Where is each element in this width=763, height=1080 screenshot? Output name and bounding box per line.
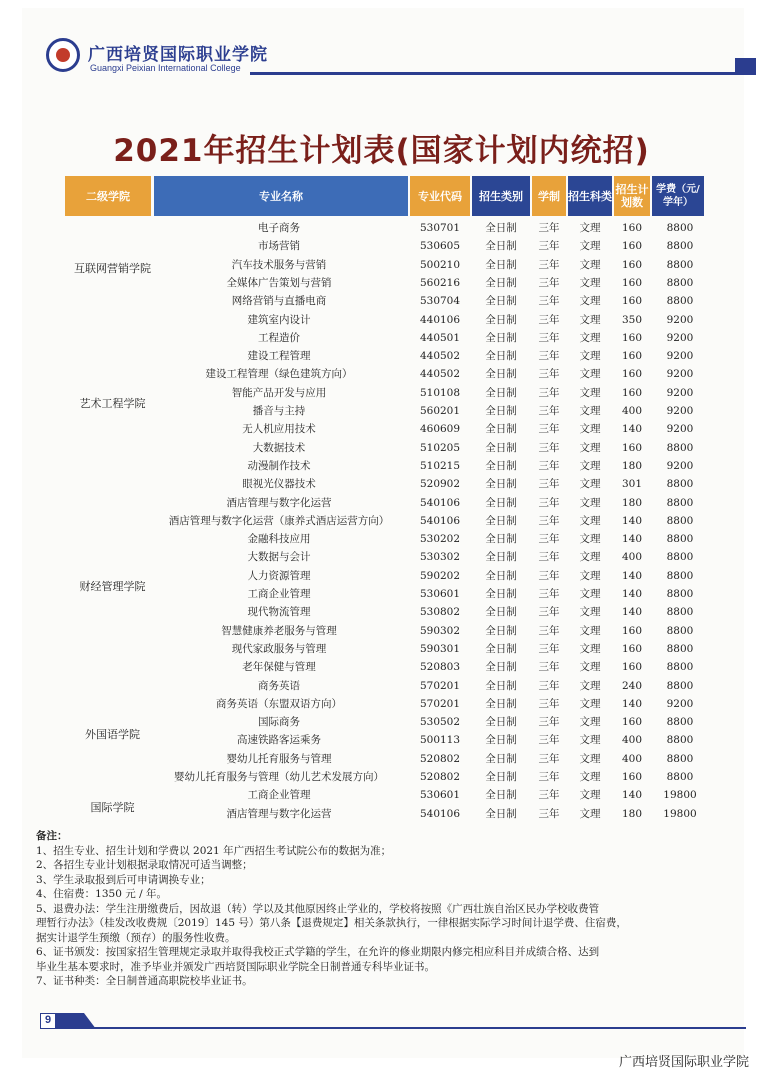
note-line: 1、招生专业、招生计划和学费以 2021 年广西招生考试院公布的数据为准； [36, 844, 392, 857]
subject-type-cell: 文理 [579, 551, 601, 564]
table-row [150, 512, 710, 530]
quota-cell: 160 [621, 258, 643, 271]
major-cell: 工商企业管理 [247, 789, 311, 802]
major-cell: 电子商务 [258, 222, 300, 234]
quota-cell: 160 [621, 386, 643, 399]
subject-type-cell: 文理 [579, 624, 601, 637]
major-cell: 工程造价 [258, 331, 300, 344]
table-row [150, 365, 710, 383]
major-cell: 金融科技应用 [247, 533, 311, 546]
years-cell: 三年 [538, 533, 560, 546]
category-cell: 全日制 [485, 588, 517, 600]
category-cell: 全日制 [485, 624, 517, 637]
major-cell: 动漫制作技术 [247, 459, 311, 472]
years-cell: 三年 [538, 551, 560, 564]
code-cell: 440502 [419, 350, 461, 363]
note-line: 据实计退学生预缴（预存）的服务性收费。 [36, 931, 236, 944]
fee-cell: 8800 [666, 258, 694, 271]
category-cell: 全日制 [485, 295, 517, 308]
fee-cell: 8800 [666, 441, 694, 454]
code-cell: 560216 [419, 276, 461, 289]
years-cell: 三年 [538, 789, 560, 802]
quota-cell: 140 [621, 569, 643, 582]
years-cell: 三年 [538, 276, 560, 289]
college-label: 国际学院 [90, 801, 135, 814]
category-cell: 全日制 [485, 368, 517, 381]
watermark-text: 广西培贤国际职业学院 [618, 1055, 749, 1070]
quota-cell: 160 [621, 368, 643, 381]
category-cell: 全日制 [485, 661, 517, 674]
subject-type-cell: 文理 [579, 478, 601, 491]
years-cell: 三年 [538, 295, 560, 308]
category-cell: 全日制 [485, 313, 517, 326]
category-cell: 全日制 [485, 478, 517, 491]
fee-cell: 8800 [666, 240, 694, 253]
code-cell: 520803 [419, 661, 461, 674]
subject-type-cell: 文理 [579, 588, 601, 600]
code-cell: 500113 [419, 734, 461, 747]
major-cell: 大数据技术 [252, 441, 306, 454]
table-row [150, 658, 710, 676]
major-cell: 工商企业管理 [247, 588, 311, 600]
fee-cell: 9200 [666, 313, 694, 326]
page-title: 2021年招生计划表(国家计划内统招) [113, 133, 650, 169]
category-cell: 全日制 [485, 258, 517, 271]
years-cell: 三年 [538, 496, 560, 509]
subject-type-cell: 文理 [579, 240, 601, 253]
table-row [150, 402, 710, 420]
category-cell: 全日制 [485, 642, 517, 655]
fee-cell: 8800 [666, 478, 694, 491]
major-cell: 建设工程管理（绿色建筑方向） [205, 368, 353, 381]
subject-type-cell: 文理 [579, 276, 601, 289]
quota-cell: 160 [621, 716, 643, 729]
subject-type-cell: 文理 [579, 405, 601, 417]
fee-cell: 8800 [666, 588, 694, 600]
major-cell: 智能产品开发与应用 [231, 386, 327, 399]
years-cell: 三年 [538, 441, 560, 454]
major-cell: 高速铁路客运乘务 [237, 734, 321, 747]
note-line: 7、证书种类：全日制普通高职院校毕业证书。 [36, 975, 253, 987]
subject-type-cell: 文理 [579, 716, 601, 729]
years-cell: 三年 [538, 624, 560, 637]
subject-type-cell: 文理 [579, 752, 601, 765]
years-cell: 三年 [538, 588, 560, 600]
years-cell: 三年 [538, 386, 560, 399]
code-cell: 530601 [419, 789, 461, 802]
quota-cell: 140 [621, 697, 643, 710]
note-line: 2、各招生专业计划根据录取情况可适当调整； [36, 859, 253, 871]
subject-type-cell: 文理 [579, 258, 601, 271]
years-cell: 三年 [538, 734, 560, 747]
quota-cell: 180 [621, 459, 643, 472]
category-cell: 全日制 [485, 789, 517, 802]
quota-cell: 400 [621, 752, 643, 765]
fee-cell: 9200 [666, 368, 694, 381]
code-cell: 590302 [419, 624, 461, 637]
category-cell: 全日制 [485, 716, 517, 729]
quota-cell: 160 [621, 331, 643, 344]
code-cell: 440501 [419, 331, 461, 344]
major-cell: 播音与主持 [252, 405, 306, 417]
years-cell: 三年 [538, 569, 560, 582]
category-cell: 全日制 [485, 734, 517, 747]
header-divider [250, 72, 756, 75]
col-header-quota: 招生计划数 [614, 176, 650, 216]
table-row [150, 731, 710, 749]
table-row [150, 475, 710, 493]
fee-cell: 9200 [666, 697, 694, 710]
major-cell: 婴幼儿托育服务与管理 [226, 752, 332, 765]
code-cell: 510215 [419, 459, 461, 472]
note-line: 5、退费办法：学生注册缴费后，因故退（转）学以及其他原因终止学业的，学校将按照《广西壮族自治区民办学校收费管 [36, 902, 600, 915]
category-cell: 全日制 [485, 697, 517, 710]
quota-cell: 140 [621, 514, 643, 527]
years-cell: 三年 [538, 807, 560, 820]
code-cell: 440502 [419, 368, 461, 381]
table-row [150, 219, 710, 237]
fee-cell: 8800 [666, 496, 694, 509]
subject-type-cell: 文理 [579, 697, 601, 710]
years-cell: 三年 [538, 331, 560, 344]
years-cell: 三年 [538, 405, 560, 417]
table-row [150, 677, 710, 695]
fee-cell: 8800 [666, 606, 694, 619]
category-cell: 全日制 [485, 496, 517, 509]
table-row [150, 237, 710, 255]
category-cell: 全日制 [485, 807, 517, 820]
subject-type-cell: 文理 [579, 771, 601, 783]
fee-cell: 8800 [666, 716, 694, 729]
subject-type-cell: 文理 [579, 807, 601, 820]
code-cell: 530701 [419, 222, 461, 234]
years-cell: 三年 [538, 313, 560, 326]
category-cell: 全日制 [485, 276, 517, 289]
subject-type-cell: 文理 [579, 642, 601, 655]
table-row [150, 439, 710, 457]
category-cell: 全日制 [485, 771, 517, 783]
college-label: 财经管理学院 [79, 580, 146, 593]
major-cell: 汽车技术服务与营销 [231, 258, 327, 271]
quota-cell: 140 [621, 606, 643, 619]
quota-cell: 160 [621, 350, 643, 363]
col-header-college: 二级学院 [65, 176, 151, 216]
category-cell: 全日制 [485, 752, 517, 765]
category-cell: 全日制 [485, 533, 517, 546]
quota-cell: 140 [621, 423, 643, 436]
page-number: 9 [40, 1013, 56, 1029]
years-cell: 三年 [538, 514, 560, 527]
subject-type-cell: 文理 [579, 734, 601, 747]
table-row [150, 274, 710, 292]
code-cell: 530502 [419, 716, 461, 729]
category-cell: 全日制 [485, 331, 517, 344]
table-row [150, 640, 710, 658]
table-row [150, 805, 710, 823]
subject-type-cell: 文理 [579, 569, 601, 582]
quota-cell: 400 [621, 405, 643, 417]
quota-cell: 160 [621, 276, 643, 289]
fee-cell: 8800 [666, 679, 694, 692]
major-cell: 人力资源管理 [247, 569, 311, 582]
quota-cell: 400 [621, 734, 643, 747]
col-header-code: 专业代码 [410, 176, 470, 216]
table-row [150, 603, 710, 621]
category-cell: 全日制 [485, 441, 517, 454]
major-cell: 现代家政服务与管理 [231, 642, 327, 655]
quota-cell: 160 [621, 661, 643, 674]
fee-cell: 8800 [666, 734, 694, 747]
category-cell: 全日制 [485, 386, 517, 399]
subject-type-cell: 文理 [579, 368, 601, 381]
category-cell: 全日制 [485, 240, 517, 253]
subject-type-cell: 文理 [579, 533, 601, 546]
note-line: 毕业生基本要求时，准予毕业并颁发广西培贤国际职业学院全日制普通专科毕业证书。 [36, 960, 435, 973]
fee-cell: 9200 [666, 350, 694, 363]
fee-cell: 9200 [666, 459, 694, 472]
fee-cell: 8800 [666, 661, 694, 674]
subject-type-cell: 文理 [579, 606, 601, 619]
table-row [150, 750, 710, 768]
major-cell: 酒店管理与数字化运营 [226, 496, 332, 509]
college-logo-icon [46, 38, 80, 72]
col-header-years: 学制 [532, 176, 566, 216]
category-cell: 全日制 [485, 405, 517, 417]
code-cell: 530202 [419, 533, 461, 546]
major-cell: 网络营销与直播电商 [231, 295, 327, 308]
major-cell: 酒店管理与数字化运营（康养式酒店运营方向） [168, 514, 390, 527]
code-cell: 570201 [419, 679, 461, 692]
table-row [150, 384, 710, 402]
fee-cell: 8800 [666, 533, 694, 546]
subject-type-cell: 文理 [579, 350, 601, 363]
years-cell: 三年 [538, 697, 560, 710]
code-cell: 520902 [419, 478, 461, 491]
major-cell: 建筑室内设计 [247, 313, 311, 326]
notes-section [36, 829, 726, 989]
code-cell: 510108 [419, 386, 461, 399]
major-cell: 国际商务 [258, 716, 300, 729]
code-cell: 590301 [419, 642, 461, 655]
category-cell: 全日制 [485, 514, 517, 527]
subject-type-cell: 文理 [579, 222, 601, 234]
code-cell: 440106 [419, 313, 461, 326]
major-cell: 婴幼儿托育服务与管理（幼儿艺术发展方向） [174, 771, 384, 783]
fee-cell: 8800 [666, 752, 694, 765]
subject-type-cell: 文理 [579, 331, 601, 344]
quota-cell: 160 [621, 642, 643, 655]
quota-cell: 180 [621, 807, 643, 820]
quota-cell: 350 [621, 313, 643, 326]
code-cell: 540106 [419, 807, 461, 820]
col-header-category: 招生类别 [472, 176, 530, 216]
major-cell: 全媒体广告策划与营销 [226, 276, 332, 289]
years-cell: 三年 [538, 771, 560, 783]
table-row [150, 768, 710, 786]
category-cell: 全日制 [485, 569, 517, 582]
table-row [150, 256, 710, 274]
major-cell: 现代物流管理 [247, 606, 311, 619]
major-cell: 建设工程管理 [247, 350, 311, 363]
subject-type-cell: 文理 [579, 661, 601, 674]
code-cell: 530704 [419, 295, 461, 308]
category-cell: 全日制 [485, 606, 517, 619]
years-cell: 三年 [538, 478, 560, 491]
subject-type-cell: 文理 [579, 789, 601, 802]
quota-cell: 140 [621, 789, 643, 802]
code-cell: 460609 [419, 423, 461, 436]
fee-cell: 9200 [666, 331, 694, 344]
fee-cell: 8800 [666, 551, 694, 564]
fee-cell: 9200 [666, 405, 694, 417]
college-label: 外国语学院 [85, 728, 140, 741]
note-line: 6、证书颁发：按国家招生管理规定录取并取得我校正式学籍的学生，在允许的修业期限内修完相应科目并成绩合格、达到 [36, 946, 600, 958]
quota-cell: 140 [621, 533, 643, 546]
years-cell: 三年 [538, 752, 560, 765]
years-cell: 三年 [538, 368, 560, 381]
category-cell: 全日制 [485, 350, 517, 363]
fee-cell: 19800 [663, 807, 697, 820]
quota-cell: 301 [621, 478, 643, 491]
major-cell: 商务英语（东盟双语方向） [216, 697, 342, 710]
subject-type-cell: 文理 [579, 679, 601, 692]
code-cell: 540106 [419, 514, 461, 527]
school-name-cn: 广西培贤国际职业学院 [88, 45, 268, 65]
code-cell: 520802 [419, 752, 461, 765]
code-cell: 570201 [419, 697, 461, 710]
years-cell: 三年 [538, 350, 560, 363]
quota-cell: 160 [621, 771, 643, 783]
fee-cell: 8800 [666, 569, 694, 582]
code-cell: 510205 [419, 441, 461, 454]
major-cell: 大数据与会计 [247, 551, 311, 564]
note-line: 4、住宿费：1350 元 / 年。 [36, 888, 167, 900]
table-row [150, 494, 710, 512]
years-cell: 三年 [538, 459, 560, 472]
code-cell: 530601 [419, 588, 461, 600]
quota-cell: 160 [621, 624, 643, 637]
col-header-fee: 学费（元/学年） [652, 176, 704, 216]
code-cell: 520802 [419, 771, 461, 783]
fee-cell: 8800 [666, 771, 694, 783]
major-cell: 市场营销 [258, 240, 300, 253]
table-row [150, 530, 710, 548]
table-row [150, 347, 710, 365]
major-cell: 酒店管理与数字化运营 [226, 807, 332, 820]
table-row [150, 329, 710, 347]
major-cell: 眼视光仪器技术 [242, 478, 316, 491]
quota-cell: 160 [621, 222, 643, 234]
table-row [150, 567, 710, 585]
code-cell: 530605 [419, 240, 461, 253]
code-cell: 560201 [419, 405, 461, 417]
years-cell: 三年 [538, 642, 560, 655]
col-header-subject-type: 招生科类 [568, 176, 612, 216]
major-cell: 老年保健与管理 [242, 661, 316, 674]
years-cell: 三年 [538, 222, 560, 234]
table-row [150, 786, 710, 804]
fee-cell: 8800 [666, 222, 694, 234]
subject-type-cell: 文理 [579, 514, 601, 527]
fee-cell: 8800 [666, 276, 694, 289]
code-cell: 530802 [419, 606, 461, 619]
quota-cell: 160 [621, 295, 643, 308]
years-cell: 三年 [538, 679, 560, 692]
code-cell: 590202 [419, 569, 461, 582]
category-cell: 全日制 [485, 551, 517, 564]
table-row [150, 695, 710, 713]
fee-cell: 8800 [666, 295, 694, 308]
college-label: 互联网营销学院 [74, 262, 151, 275]
fee-cell: 8800 [666, 514, 694, 527]
years-cell: 三年 [538, 258, 560, 271]
subject-type-cell: 文理 [579, 441, 601, 454]
code-cell: 500210 [419, 258, 461, 271]
table-row [150, 457, 710, 475]
quota-cell: 180 [621, 496, 643, 509]
table-row [150, 292, 710, 310]
subject-type-cell: 文理 [579, 313, 601, 326]
quota-cell: 160 [621, 240, 643, 253]
quota-cell: 240 [621, 679, 643, 692]
notes-title: 备注： [36, 830, 68, 842]
subject-type-cell: 文理 [579, 423, 601, 436]
major-cell: 无人机应用技术 [242, 423, 316, 436]
table-row [150, 622, 710, 640]
table-row [150, 713, 710, 731]
quota-cell: 160 [621, 441, 643, 454]
code-cell: 530302 [419, 551, 461, 564]
category-cell: 全日制 [485, 679, 517, 692]
years-cell: 三年 [538, 240, 560, 253]
table-row [150, 420, 710, 438]
fee-cell: 19800 [663, 789, 697, 802]
subject-type-cell: 文理 [579, 386, 601, 399]
note-line: 3、学生录取报到后可申请调换专业； [36, 873, 211, 886]
footer-divider [56, 1027, 746, 1029]
subject-type-cell: 文理 [579, 295, 601, 308]
years-cell: 三年 [538, 661, 560, 674]
category-cell: 全日制 [485, 459, 517, 472]
table-row [150, 311, 710, 329]
quota-cell: 400 [621, 551, 643, 564]
school-name-en: Guangxi Peixian International College [90, 63, 241, 73]
years-cell: 三年 [538, 606, 560, 619]
note-line: 理暂行办法》（桂发改收费规〔2019〕145 号）第八条【退费规定】相关条款执行，一律根据实际学习时间计退学费、住宿费， [36, 917, 627, 929]
category-cell: 全日制 [485, 222, 517, 234]
fee-cell: 8800 [666, 642, 694, 655]
category-cell: 全日制 [485, 423, 517, 436]
fee-cell: 9200 [666, 386, 694, 399]
major-cell: 智慧健康养老服务与管理 [221, 624, 337, 637]
table-row [150, 548, 710, 566]
col-header-major: 专业名称 [154, 176, 408, 216]
header-tab-decoration [735, 58, 756, 72]
major-cell: 商务英语 [258, 679, 300, 692]
fee-cell: 9200 [666, 423, 694, 436]
fee-cell: 8800 [666, 624, 694, 637]
subject-type-cell: 文理 [579, 496, 601, 509]
years-cell: 三年 [538, 423, 560, 436]
college-label: 艺术工程学院 [79, 397, 146, 410]
quota-cell: 140 [621, 588, 643, 600]
years-cell: 三年 [538, 716, 560, 729]
code-cell: 540106 [419, 496, 461, 509]
subject-type-cell: 文理 [579, 459, 601, 472]
table-row [150, 585, 710, 603]
